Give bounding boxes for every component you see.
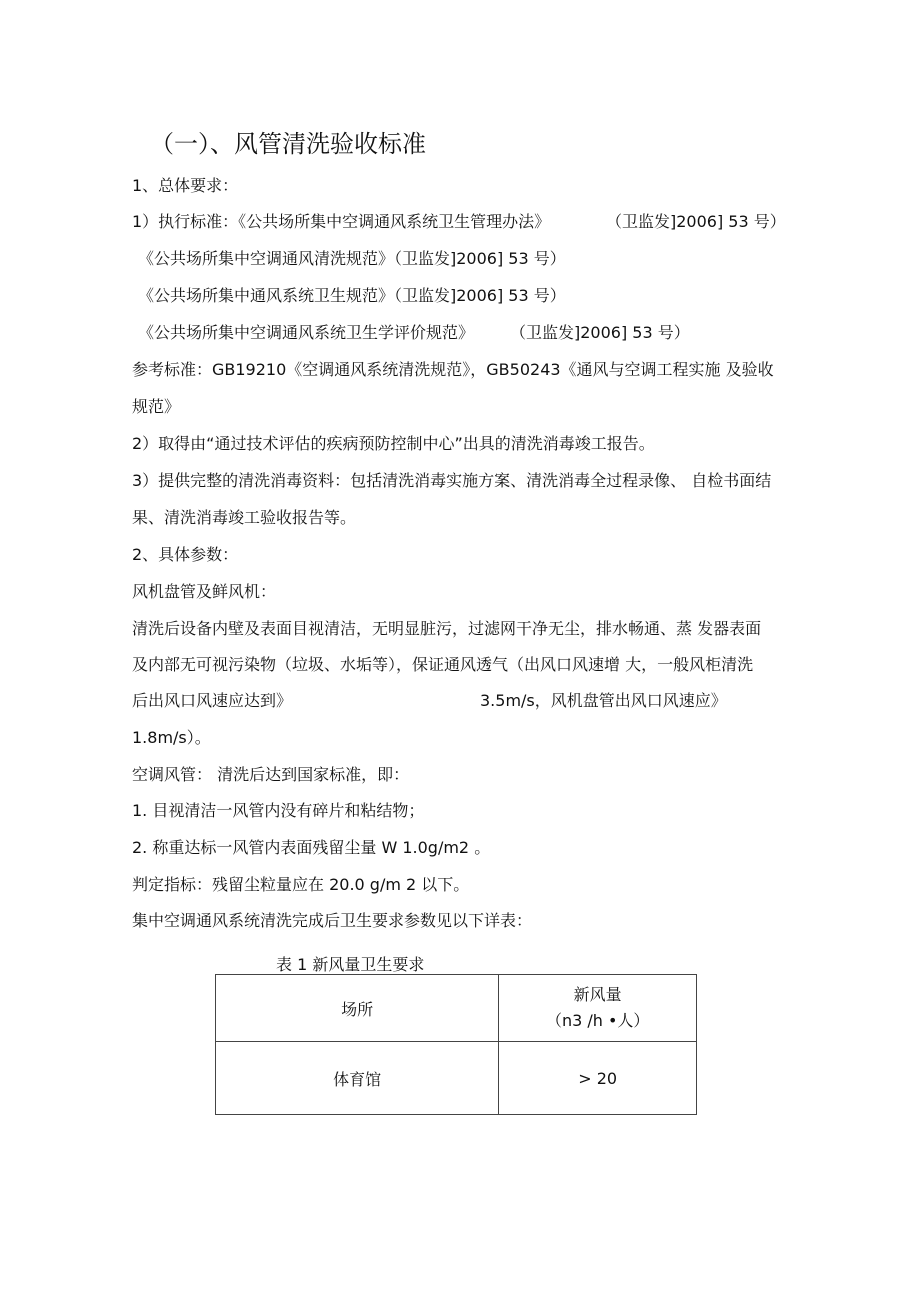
fan-coil-text-line3b: 3.5m/s，风机盘管出风口风速应》 xyxy=(480,691,727,710)
requirement-item-3-line1: 3）提供完整的清洗消毒资料：包括清洗消毒实施方案、清洗消毒全过程录像、 自检书面结 xyxy=(132,471,772,490)
fan-coil-heading: 风机盘管及鲜风机： xyxy=(132,582,277,601)
table-header-fresh-air-unit: （n3 /h •人） xyxy=(545,1011,650,1030)
section1-heading: 1、总体要求： xyxy=(132,176,239,195)
judgement-criteria: 判定指标：残留尘粒量应在 20.0 g/m 2 以下。 xyxy=(132,875,470,894)
fan-coil-text-line2: 及内部无可视污染物（垃圾、水垢等），保证通风透气（出风口风速增 大，一般风柜清洗 xyxy=(132,655,754,674)
section2-heading: 2、具体参数： xyxy=(132,545,239,564)
standard-2: 《公共场所集中空调通风清洗规范》（卫监发]2006] 53 号） xyxy=(138,249,566,268)
reference-standard-line1: 参考标准：GB19210《空调通风系统清洗规范》，GB50243《通风与空调工程实施 及验收 xyxy=(132,360,774,379)
fan-coil-text-line1: 清洗后设备内壁及表面目视清洁，无明显脏污，过滤网干净无尘，排水畅通、蒸 发器表面 xyxy=(132,619,762,638)
page-title: （一）、风管清洗验收标准 xyxy=(150,130,426,158)
fan-coil-text-line4: 1.8m/s）。 xyxy=(132,728,211,747)
exec-standard-ref: （卫监发]2006] 53 号） xyxy=(606,212,786,231)
requirement-item-2: 2）取得由“通过技术评估的疾病预防控制中心”出具的清洗消毒竣工报告。 xyxy=(132,434,655,453)
table-intro: 集中空调通风系统清洗完成后卫生要求参数见以下详表： xyxy=(132,911,533,930)
fan-coil-text-line3a: 后出风口风速应达到》 xyxy=(132,691,293,710)
duct-item-2: 2. 称重达标一风管内表面残留尘量 W 1.0g/m2 。 xyxy=(132,838,491,857)
table-cell-value: > 20 xyxy=(499,1042,697,1115)
requirement-item-3-line2: 果、清洗消毒竣工验收报告等。 xyxy=(132,508,357,527)
table-row xyxy=(216,1042,697,1115)
exec-standard-label: 1）执行标准：《公共场所集中空调通风系统卫生管理办法》 xyxy=(132,212,551,231)
standard-4-name: 《公共场所集中空调通风系统卫生学评价规范》 xyxy=(138,323,475,342)
standard-4-ref: （卫监发]2006] 53 号） xyxy=(510,323,690,342)
duct-item-1: 1. 目视清洁一风管内没有碎片和粘结物； xyxy=(132,801,425,820)
table-header-place: 场所 xyxy=(216,975,499,1042)
fresh-air-table xyxy=(215,974,697,1115)
duct-heading: 空调风管： 清洗后达到国家标准，即： xyxy=(132,765,410,784)
reference-standard-line2: 规范》 xyxy=(132,397,181,416)
table-header-fresh-air-label: 新风量 xyxy=(573,985,622,1004)
table-header-row xyxy=(216,975,697,1042)
standard-3: 《公共场所集中通风系统卫生规范》（卫监发]2006] 53 号） xyxy=(138,286,566,305)
table-cell-place: 体育馆 xyxy=(216,1042,499,1115)
table-caption: 表 1 新风量卫生要求 xyxy=(276,955,425,974)
table-header-fresh-air xyxy=(499,975,697,1042)
